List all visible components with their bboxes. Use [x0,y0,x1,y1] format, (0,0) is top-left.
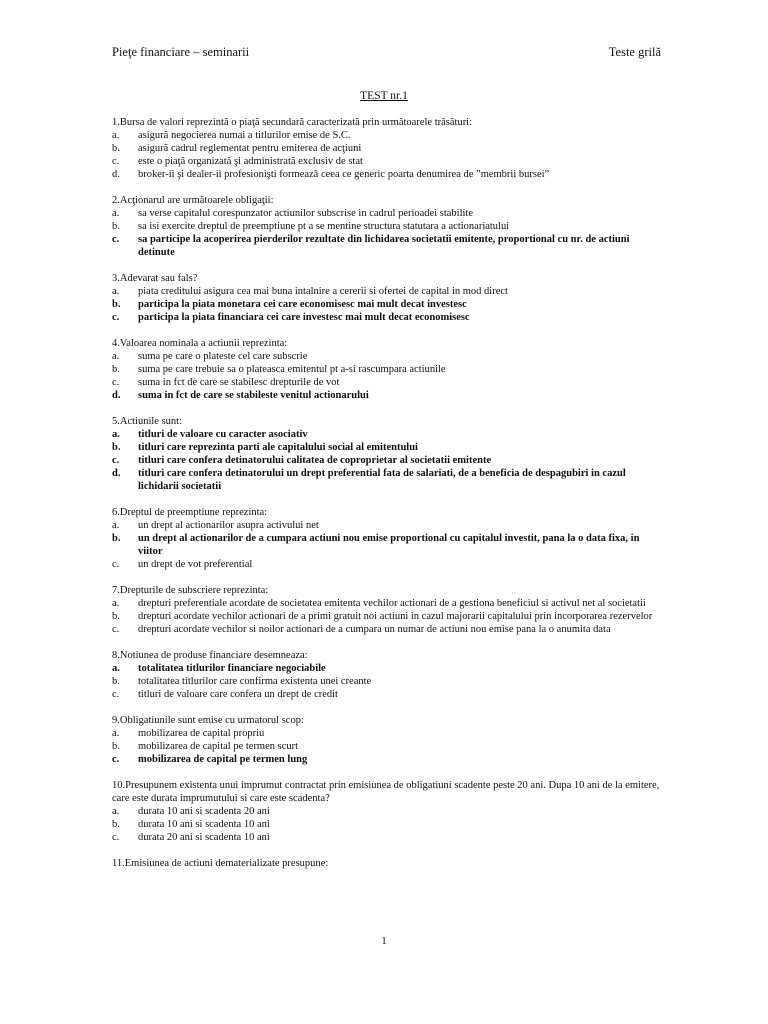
option-text: broker-ii şi dealer-ii profesionişti formează ceea ce generic poarta denumirea de ”membrii bursei” [138,169,550,180]
question-text: 2.Acţionarul are următoarele obligaţii: [112,195,274,206]
answer-option-marked [112,753,664,766]
question-block [112,194,664,259]
question-text: 8.Notiunea de produse financiare desemneaza: [112,650,308,661]
option-text: durata 20 ani si scadenta 10 ani [138,832,270,843]
option-letter: a. [112,130,120,141]
option-text: totalitatea titlurilor care confirma existenta unei creante [138,676,372,687]
option-letter: d. [112,468,121,479]
option-text: mobilizarea de capital pe termen lung [138,754,308,765]
option-letter: b. [112,676,120,687]
option-text: durata 10 ani si scadenta 20 ani [138,806,270,817]
option-text: suma pe care trebuie sa o plateasca emitentul pt a-si rascumpara actiunile [138,364,446,375]
answer-option [112,129,664,142]
option-text: titluri care reprezinta parti ale capitalului social al emitentului [138,442,418,453]
option-letter: a. [112,286,120,297]
answer-option-marked [112,441,664,454]
option-letter: b. [112,143,120,154]
option-text: titluri care confera detinatorului un drept preferential fata de salariati, de a beneficia de despagubiri in cazul lichidarii societatii [138,468,626,492]
question-block [112,116,664,181]
option-letter: a. [112,598,120,609]
option-text: sa verse capitalul corespunzator actiunilor subscrise in cadrul perioadei stabilite [138,208,474,219]
option-text: sa isi exercite dreptul de preemptiune pt a se mentine structura statutara a actionariatului [138,221,510,232]
answer-option [112,740,664,753]
answer-option [112,727,664,740]
option-text: titluri care confera detinatorului calitatea de coproprietar al societatii emitente [138,455,492,466]
option-letter: b. [112,364,120,375]
answer-option [112,155,664,168]
option-letter: c. [112,312,120,323]
option-text: asigură cadrul reglementat pentru emiterea de acţiuni [138,143,362,154]
answer-option-marked [112,662,664,675]
answer-option-marked [112,298,664,311]
option-text: sa participe la acoperirea pierderilor rezultate din lichidarea societatii emitente, proportional cu nr. de actiuni detinute [138,234,630,258]
option-text: un drept al actionarilor asupra activului net [138,520,319,531]
option-letter: c. [112,156,120,167]
question-block [112,337,664,402]
answer-option [112,363,664,376]
option-text: totalitatea titlurilor financiare negociabile [138,663,326,674]
answer-option [112,168,664,181]
option-text: mobilizarea de capital propriu [138,728,265,739]
answer-option [112,207,664,220]
option-text: suma pe care o plateste cel care subscrie [138,351,308,362]
answer-option [112,220,664,233]
option-text: este o piaţă organizată şi administrată exclusiv de stat [138,156,363,167]
question-text: 4.Valoarea nominala a actiunii reprezinta: [112,338,288,349]
question-block [112,415,664,493]
answer-option [112,285,664,298]
option-letter: b. [112,741,120,752]
option-text: titluri de valoare care confera un drept de credit [138,689,338,700]
answer-option [112,350,664,363]
question-text: 6.Dreptul de preemptiune reprezinta: [112,507,268,518]
option-letter: c. [112,624,120,635]
option-letter: b. [112,819,120,830]
option-text: durata 10 ani si scadenta 10 ani [138,819,270,830]
option-letter: c. [112,832,120,843]
option-letter: a. [112,429,120,440]
option-letter: c. [112,234,120,245]
option-letter: c. [112,754,120,765]
option-text: drepturi acordate vechilor si noilor actionari de a cumpara un numar de actiuni nou emise pana la o anumita data [138,624,611,635]
question-text: 3.Adevarat sau fals? [112,273,198,284]
question-block [112,714,664,766]
question-block [112,857,664,870]
question-block [112,506,664,571]
option-text: un drept de vot preferential [138,559,253,570]
option-letter: d. [112,169,120,180]
option-letter: b. [112,299,121,310]
question-text: 5.Actiunile sunt: [112,416,182,427]
answer-option [112,610,664,623]
answer-option [112,519,664,532]
option-letter: a. [112,520,120,531]
option-letter: c. [112,455,120,466]
option-text: drepturi preferentiale acordate de societatea emitenta vechilor actionari de a gestiona beneficiul si activul net al societatii [138,598,646,609]
option-letter: b. [112,442,121,453]
question-block [112,649,664,701]
question-text: 9.Obligatiunile sunt emise cu urmatorul scop: [112,715,304,726]
answer-option-marked [112,233,664,259]
answer-option-marked [112,311,664,324]
option-text: asigură negocierea numai a titlurilor emise de S.C. [138,130,351,141]
option-text: drepturi acordate vechilor actionari de a primi gratuit noi actiuni in cazul majorarii capitalului prin incorporarea rezervelor [138,611,653,622]
question-block [112,272,664,324]
option-text: participa la piata financiara cei care investesc mai mult decat economisesc [138,312,470,323]
option-text: piata creditului asigura cea mai buna intalnire a cererii si ofertei de capital in mod direct [138,286,508,297]
option-text: participa la piata monetara cei care economisesc mai mult decat investesc [138,299,467,310]
answer-option [112,376,664,389]
test-title: TEST nr.1 [360,90,408,102]
option-letter: d. [112,390,121,401]
option-letter: c. [112,689,120,700]
question-text: 7.Drepturile de subscriere reprezinta: [112,585,269,596]
option-text: suma in fct de care se stabileste venitul actionarului [138,390,369,401]
question-block [112,779,664,844]
option-text: un drept al actionarilor de a cumpara actiuni nou emise proportional cu capitalul investit, pana la o data fixa, in viitor [138,533,640,557]
option-letter: b. [112,611,120,622]
answer-option [112,142,664,155]
answer-option-marked [112,532,664,558]
answer-option [112,818,664,831]
option-text: suma in fct de care se stabilesc drepturile de vot [138,377,340,388]
answer-option-marked [112,454,664,467]
option-letter: a. [112,728,120,739]
answer-option [112,831,664,844]
option-letter: b. [112,221,120,232]
question-text: 11.Emisiunea de actiuni dematerializate presupune: [112,858,329,869]
option-letter: a. [112,806,120,817]
option-letter: a. [112,663,120,674]
answer-option [112,623,664,636]
option-text: mobilizarea de capital pe termen scurt [138,741,299,752]
answer-option [112,558,664,571]
header-course-title: Pieţe financiare – seminarii [112,45,250,59]
option-text: titluri de valoare cu caracter asociativ [138,429,308,440]
answer-option [112,675,664,688]
answer-option-marked [112,467,664,493]
option-letter: a. [112,208,120,219]
option-letter: c. [112,377,120,388]
option-letter: b. [112,533,121,544]
answer-option-marked [112,428,664,441]
questions-list [112,116,664,883]
question-text: 10.Presupunem existenta unui imprumut contractat prin emisiunea de obligatiuni scadente peste 20 ani. Dupa 10 ani de la emitere, care este durata imprumutului si care este scadenta? [112,780,660,804]
answer-option [112,597,664,610]
option-letter: c. [112,559,120,570]
page-number: 1 [381,935,387,947]
answer-option-marked [112,389,664,402]
option-letter: a. [112,351,120,362]
question-block [112,584,664,636]
question-text: 1.Bursa de valori reprezintă o piaţă secundară caracterizată prin următoarele trăsături: [112,117,473,128]
header-section-title: Teste grilă [608,45,661,59]
answer-option [112,688,664,701]
answer-option [112,805,664,818]
